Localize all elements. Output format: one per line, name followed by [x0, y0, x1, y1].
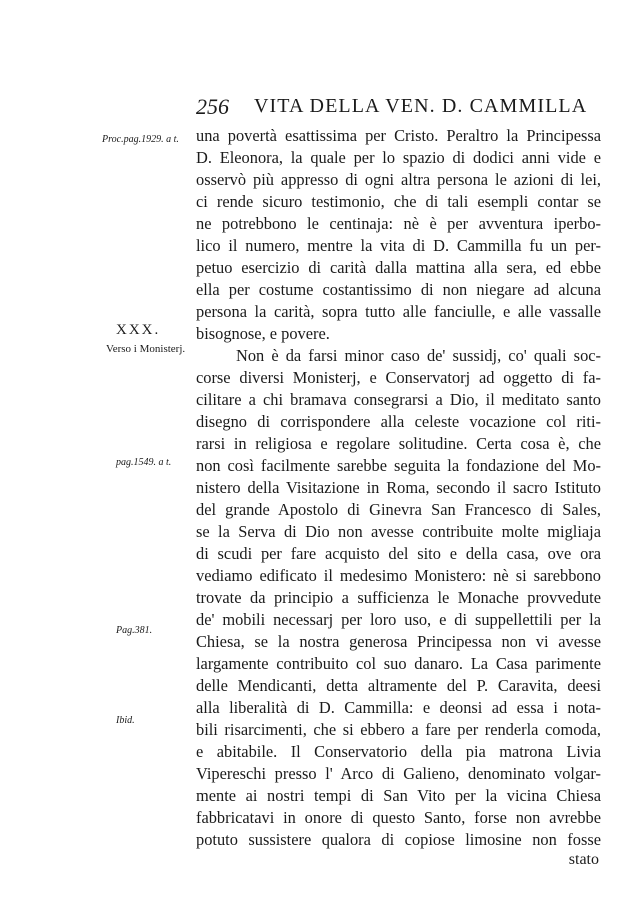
text-line: vediamo edificato il medesimo Monistero: nè si sarebbono	[196, 566, 601, 585]
text-line: Non è da farsi minor caso de' sussidj, co' quali soc-	[236, 346, 601, 365]
text-line: fabbricatavi in onore di questo Santo, forse non avrebbe	[196, 808, 601, 827]
text-line: D. Eleonora, la quale per lo spazio di dodici anni vide e	[196, 148, 601, 167]
text-line: largamente contribuito col suo danaro. La Casa parimente	[196, 654, 601, 673]
text-line: petuo esercizio di carità dalla mattina alla sera, ed ebbe	[196, 258, 601, 277]
text-line: cilitare a chi bramava consegrarsi a Dio, il meditato santo	[196, 390, 601, 409]
text-line: del grande Apostolo di Ginevra San Francesco di Sales,	[196, 500, 601, 519]
text-line: delle Mendicanti, detta altramente del P. Caravita, deesi	[196, 676, 601, 695]
margin-note-reference: pag.1549. a t.	[116, 457, 172, 468]
text-line: Chiesa, se la nostra generosa Principessa non vi avesse	[196, 632, 601, 651]
catchword: stato	[568, 851, 599, 868]
text-line: rarsi in religiosa e regolare solitudine. Certa cosa è, che	[196, 434, 601, 453]
text-line: bili risarcimenti, che si ebbero a fare per renderla comoda,	[196, 720, 601, 739]
text-line: lico il numero, mentre la vita di D. Cammilla fu un per-	[196, 236, 601, 255]
text-line: una povertà esattissima per Cristo. Peraltro la Principessa	[196, 126, 601, 145]
text-line: ne potrebbono le centinaja: nè è per avventura iperbo-	[196, 214, 601, 233]
text-line: di scudi per fare acquisto del sito e della casa, ove ora	[196, 544, 601, 563]
text-line: nistero della Visitazione in Roma, secondo il sacro Istituto	[196, 478, 601, 497]
text-line: Vipereschi presso l' Arco di Galieno, denominato volgar-	[196, 764, 601, 783]
margin-note-reference: Proc.pag.1929. a t.	[102, 134, 179, 145]
text-line: non così facilmente sarebbe seguita la fondazione del Mo-	[196, 456, 601, 475]
text-line: mente ai nostri tempi di San Vito per la vicina Chiesa	[196, 786, 601, 805]
text-line: corse diversi Monisterj, e Conservatorj ad oggetto di fa-	[196, 368, 601, 387]
text-line: trovate da principio a sufficienza le Monache provvedute	[196, 588, 601, 607]
text-line: se la Serva di Dio non avesse contribuite molte migliaja	[196, 522, 601, 541]
section-number: XXX.	[116, 322, 161, 338]
text-line: ci rende sicuro testimonio, che di tali esempli contar se	[196, 192, 601, 211]
text-line: de' mobili necessarj per loro uso, e di suppellettili per la	[196, 610, 601, 629]
page-header	[196, 92, 606, 122]
text-line: e abitabile. Il Conservatorio della pia matrona Livia	[196, 742, 601, 761]
text-line: persona la carità, sopra tutto alle fanciulle, e alle vassalle	[196, 302, 601, 321]
text-line: disegno di corrispondere alla celeste vocazione col riti-	[196, 412, 601, 431]
text-line: osservò più appresso di ogni altra persona le azioni di lei,	[196, 170, 601, 189]
page-number: 256	[196, 94, 229, 119]
text-line: potuto sussistere qualora di copiose limosine non fosse	[196, 830, 601, 849]
section-title: Verso i Monisterj.	[106, 343, 186, 355]
text-line: ella per costume costantissimo di non niegare ad alcuna	[196, 280, 601, 299]
running-head: VITA DELLA VEN. D. CAMMILLA	[254, 95, 588, 117]
margin-note-reference: Pag.381.	[116, 625, 153, 636]
margin-note-reference: Ibid.	[116, 715, 135, 726]
text-line: alla liberalità di D. Cammilla: e deonsi ad essa i nota-	[196, 698, 601, 717]
text-line: bisognose, e povere.	[196, 324, 330, 343]
